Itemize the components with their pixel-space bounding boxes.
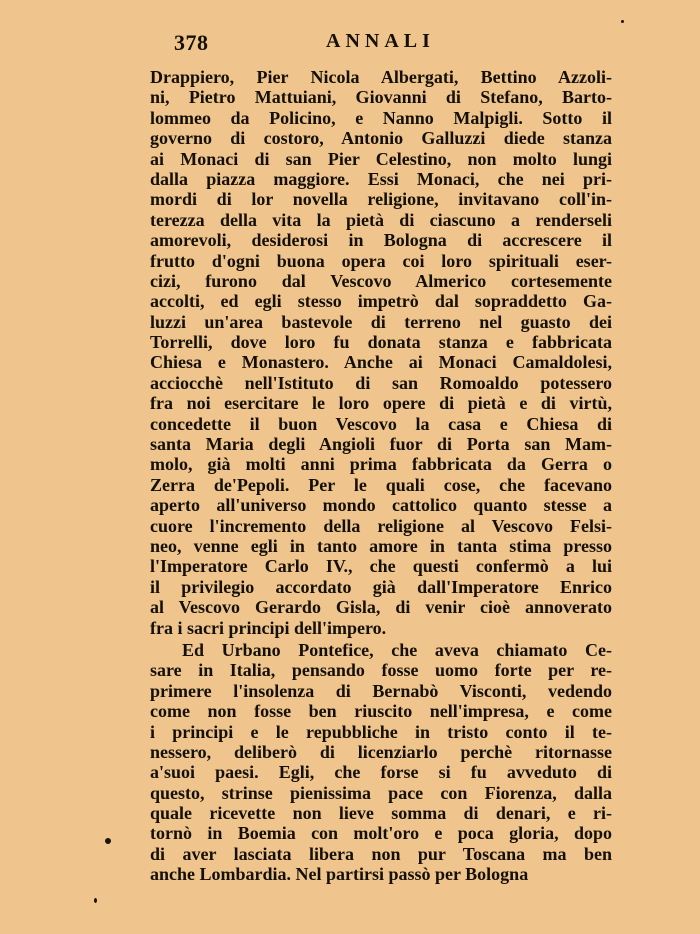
text-line: lommeo da Policino, e Nanno Malpigli. Sotto il — [150, 107, 612, 128]
text-line: di aver lasciata libera non pur Toscana ma ben — [150, 843, 612, 864]
text-line: Zerra de'Pepoli. Per le quali cose, che facevano — [150, 474, 612, 495]
paragraph — [150, 67, 612, 638]
text-line: Chiesa e Monastero. Anche ai Monaci Camaldolesi, — [150, 352, 612, 373]
text-line: neo, venne egli in tanto amore in tanta stima presso — [150, 535, 612, 556]
text-line: aperto all'universo mondo cattolico quanto stesse a — [150, 495, 612, 516]
body-text — [150, 67, 612, 885]
text-line: ai Monaci di san Pier Celestino, non molto lungi — [150, 148, 612, 169]
page-number: 378 — [174, 30, 209, 55]
text-line: concedette il buon Vescovo la casa e Chiesa di — [150, 413, 612, 434]
text-line: fra i sacri principi dell'impero. — [150, 617, 387, 638]
text-line: dalla piazza maggiore. Essi Monaci, che nei pri- — [150, 168, 612, 189]
text-line: accolti, ed egli stesso impetrò dal sopraddetto Ga- — [150, 291, 612, 312]
text-line: i principi e le repubbliche in tristo conto il te- — [150, 721, 612, 742]
running-head: ANNALI — [326, 30, 435, 52]
page-header — [172, 30, 612, 56]
text-line: questo, strinse pienissima pace con Fiorenza, dalla — [150, 782, 612, 803]
text-line: mordi di lor novella religione, invitavano coll'in- — [150, 189, 612, 210]
text-line: frutto d'ogni buona opera coi loro spirituali eser- — [150, 250, 612, 271]
text-line: primere l'insolenza di Bernabò Visconti, vedendo — [150, 680, 612, 701]
text-line: amorevoli, desiderosi in Bologna di accrescere il — [150, 230, 612, 251]
text-line: acciocchè nell'Istituto di san Romoaldo potessero — [150, 372, 612, 393]
ink-speck-left-margin — [105, 838, 111, 844]
text-line: tornò in Boemia con molt'oro e poca gloria, dopo — [150, 823, 612, 844]
text-line: nessero, deliberò di licenziarlo perchè ritornasse — [150, 741, 612, 762]
text-line: l'Imperatore Carlo IV., che questi confermò a lui — [150, 556, 612, 577]
text-line: anche Lombardia. Nel partirsi passò per Bologna — [150, 864, 529, 885]
text-line: terezza della vita la pietà di ciascuno a renderseli — [150, 209, 612, 230]
text-line: quale ricevette non lieve somma di denari, e ri- — [150, 803, 612, 824]
ink-speck-top-right — [621, 20, 624, 23]
text-line: come non fosse ben riuscito nell'impresa, e come — [150, 701, 612, 722]
text-line: Ed Urbano Pontefice, che aveva chiamato Ce- — [182, 639, 612, 660]
text-line: a'suoi paesi. Egli, che forse si fu avveduto di — [150, 762, 612, 783]
text-line: governo di costoro, Antonio Galluzzi diede stanza — [150, 128, 612, 149]
text-line: molo, già molti anni prima fabbricata da Gerra o — [150, 454, 612, 475]
text-line: Drappiero, Pier Nicola Albergati, Bettino Azzoli- — [150, 67, 612, 87]
text-line: cizi, furono dal Vescovo Almerico cortesemente — [150, 270, 612, 291]
text-line: fra noi esercitare le loro opere di pietà e di virtù, — [150, 393, 612, 414]
text-line: Torrelli, dove loro fu donata stanza e fabbricata — [150, 332, 612, 353]
ink-speck-bottom-left — [94, 898, 97, 903]
text-line: cuore l'incremento della religione al Vescovo Felsi- — [150, 515, 612, 536]
text-line: il privilegio accordato già dall'Imperatore Enrico — [150, 576, 612, 597]
text-line: ni, Pietro Mattuiani, Giovanni di Stefano, Barto- — [150, 87, 612, 108]
text-line: sare in Italia, pensando fosse uomo forte per re- — [150, 660, 612, 681]
text-line: luzzi un'area bastevole di terreno nel guasto dei — [150, 311, 612, 332]
paragraph — [150, 640, 612, 885]
text-line: al Vescovo Gerardo Gisla, di venir cioè annoverato — [150, 597, 612, 618]
text-line: santa Maria degli Angioli fuor di Porta san Mam- — [150, 434, 612, 455]
